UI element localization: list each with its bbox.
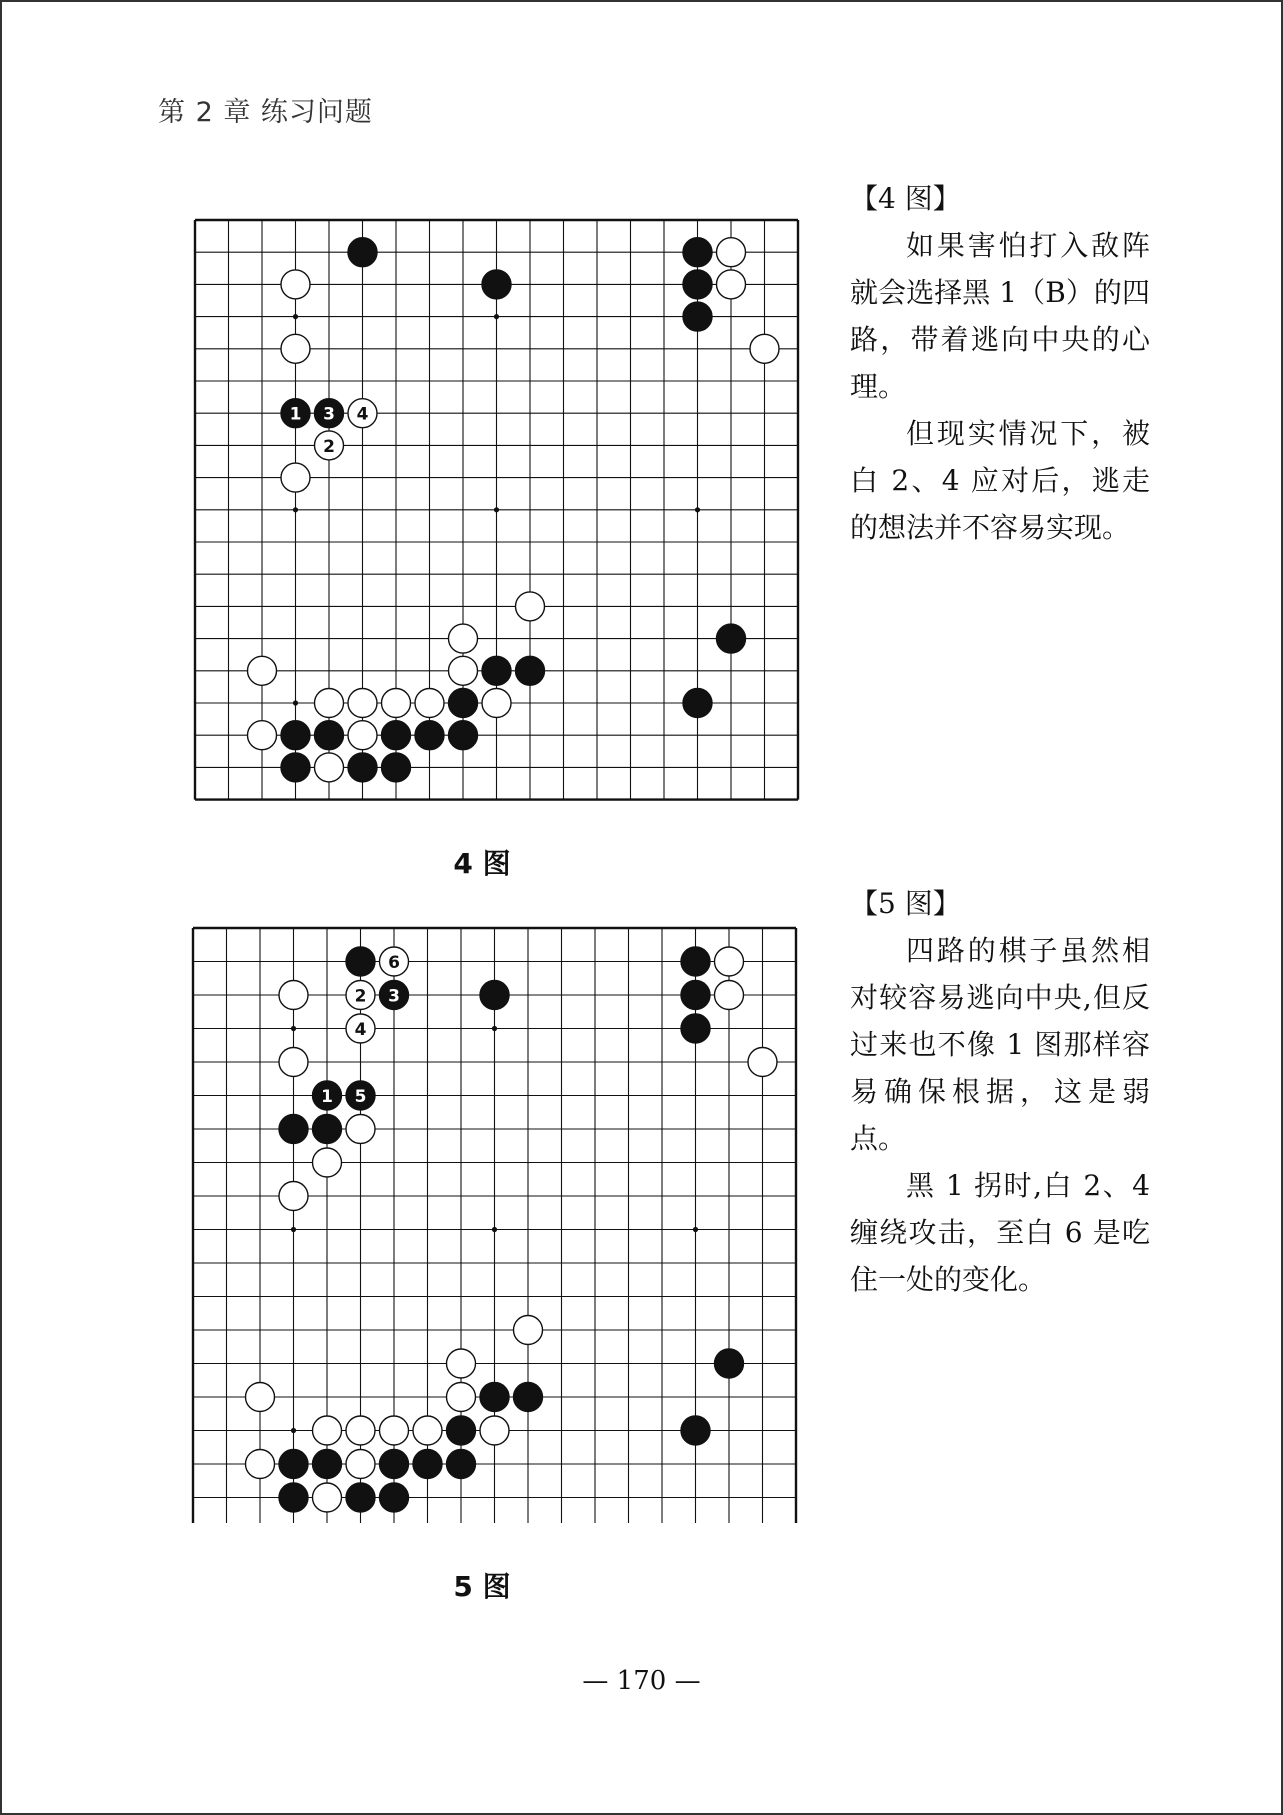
move-number-label: 2 bbox=[354, 986, 367, 1007]
move-number-label: 4 bbox=[356, 404, 369, 425]
star-point bbox=[291, 1227, 296, 1232]
white-stone bbox=[279, 981, 308, 1010]
go-board-diagram-4 bbox=[185, 210, 805, 810]
move-number-label: 1 bbox=[289, 404, 302, 425]
star-point bbox=[291, 1026, 296, 1031]
black-stone bbox=[683, 302, 712, 331]
white-stone bbox=[717, 238, 746, 267]
black-stone bbox=[346, 1483, 375, 1512]
black-stone bbox=[449, 721, 478, 750]
white-stone bbox=[514, 1316, 543, 1345]
black-stone bbox=[482, 656, 511, 685]
black-stone bbox=[683, 270, 712, 299]
move-number-label: 4 bbox=[354, 1020, 367, 1040]
white-stone bbox=[246, 1450, 275, 1479]
white-stone bbox=[380, 1416, 409, 1445]
white-stone bbox=[313, 1483, 342, 1512]
move-number-label: 2 bbox=[323, 436, 335, 457]
black-stone bbox=[683, 238, 712, 267]
white-stone bbox=[348, 721, 377, 750]
star-point bbox=[494, 507, 499, 512]
black-stone bbox=[413, 1450, 442, 1479]
black-stone bbox=[717, 624, 746, 653]
white-stone bbox=[480, 1416, 509, 1445]
white-stone bbox=[281, 270, 310, 299]
white-stone bbox=[382, 689, 411, 718]
black-stone bbox=[279, 1450, 308, 1479]
black-stone bbox=[380, 1483, 409, 1512]
page-number: — 170 — bbox=[582, 1666, 701, 1696]
white-stone bbox=[346, 1450, 375, 1479]
white-stone bbox=[346, 1115, 375, 1144]
move-number-label: 5 bbox=[354, 1087, 367, 1107]
black-stone bbox=[382, 721, 411, 750]
go-board-diagram-5 bbox=[183, 918, 803, 1523]
black-stone bbox=[348, 753, 377, 782]
white-stone bbox=[715, 947, 744, 976]
white-stone bbox=[315, 753, 344, 782]
white-stone bbox=[447, 1349, 476, 1378]
white-stone bbox=[279, 1182, 308, 1211]
star-point bbox=[293, 314, 298, 319]
black-stone bbox=[447, 1416, 476, 1445]
star-point bbox=[492, 1227, 497, 1232]
star-point bbox=[293, 507, 298, 512]
black-stone bbox=[681, 947, 710, 976]
white-stone bbox=[248, 656, 277, 685]
white-stone bbox=[281, 334, 310, 363]
commentary-paragraph: 如果害怕打入敌阵就会选择黑 1（B）的四路，带着逃向中央的心理。 bbox=[850, 229, 1150, 403]
black-stone bbox=[313, 1450, 342, 1479]
white-stone bbox=[717, 270, 746, 299]
diagram-caption-4: 4 图 bbox=[453, 847, 511, 880]
commentary-paragraph: 黑 1 拐时,白 2、4 缠绕攻击，至白 6 是吃住一处的变化。 bbox=[850, 1169, 1150, 1296]
black-stone bbox=[681, 981, 710, 1010]
white-stone bbox=[415, 689, 444, 718]
black-stone bbox=[681, 1416, 710, 1445]
white-stone bbox=[748, 1048, 777, 1077]
white-stone bbox=[482, 689, 511, 718]
star-point bbox=[291, 1428, 296, 1433]
white-stone bbox=[516, 592, 545, 621]
black-stone bbox=[447, 1450, 476, 1479]
white-stone bbox=[246, 1383, 275, 1412]
move-number-label: 6 bbox=[388, 953, 400, 973]
white-stone bbox=[315, 689, 344, 718]
black-stone bbox=[281, 753, 310, 782]
black-stone bbox=[449, 689, 478, 718]
black-stone bbox=[516, 656, 545, 685]
white-stone bbox=[279, 1048, 308, 1077]
commentary-heading: 【5 图】 bbox=[850, 887, 961, 920]
white-stone bbox=[447, 1383, 476, 1412]
black-stone bbox=[313, 1115, 342, 1144]
commentary-4 bbox=[850, 175, 1150, 551]
black-stone bbox=[514, 1383, 543, 1412]
black-stone bbox=[382, 753, 411, 782]
black-stone bbox=[315, 721, 344, 750]
black-stone bbox=[281, 721, 310, 750]
commentary-heading: 【4 图】 bbox=[850, 182, 961, 215]
white-stone bbox=[346, 1416, 375, 1445]
commentary-5 bbox=[850, 880, 1150, 1303]
white-stone bbox=[413, 1416, 442, 1445]
white-stone bbox=[248, 721, 277, 750]
white-stone bbox=[750, 334, 779, 363]
chapter-header: 第 2 章 练习问题 bbox=[158, 97, 373, 128]
white-stone bbox=[449, 624, 478, 653]
commentary-paragraph: 四路的棋子虽然相对较容易逃向中央,但反过来也不像 1 图那样容易确保根据，这是弱点。 bbox=[850, 934, 1150, 1155]
white-stone bbox=[281, 463, 310, 492]
black-stone bbox=[482, 270, 511, 299]
star-point bbox=[494, 314, 499, 319]
black-stone bbox=[380, 1450, 409, 1479]
star-point bbox=[695, 507, 700, 512]
black-stone bbox=[346, 947, 375, 976]
white-stone bbox=[449, 656, 478, 685]
white-stone bbox=[715, 981, 744, 1010]
move-number-label: 3 bbox=[388, 986, 400, 1007]
move-number-label: 1 bbox=[321, 1087, 333, 1107]
black-stone bbox=[348, 238, 377, 267]
white-stone bbox=[313, 1416, 342, 1445]
black-stone bbox=[415, 721, 444, 750]
black-stone bbox=[279, 1115, 308, 1144]
move-number-label: 3 bbox=[323, 404, 335, 425]
black-stone bbox=[683, 689, 712, 718]
white-stone bbox=[348, 689, 377, 718]
black-stone bbox=[480, 981, 509, 1010]
diagram-caption-5: 5 图 bbox=[453, 1570, 511, 1603]
star-point bbox=[693, 1227, 698, 1232]
star-point bbox=[293, 700, 298, 705]
star-point bbox=[492, 1026, 497, 1031]
white-stone bbox=[313, 1148, 342, 1177]
commentary-paragraph: 但现实情况下，被白 2、4 应对后，逃走的想法并不容易实现。 bbox=[850, 417, 1150, 544]
black-stone bbox=[279, 1483, 308, 1512]
black-stone bbox=[681, 1014, 710, 1043]
black-stone bbox=[480, 1383, 509, 1412]
black-stone bbox=[715, 1349, 744, 1378]
